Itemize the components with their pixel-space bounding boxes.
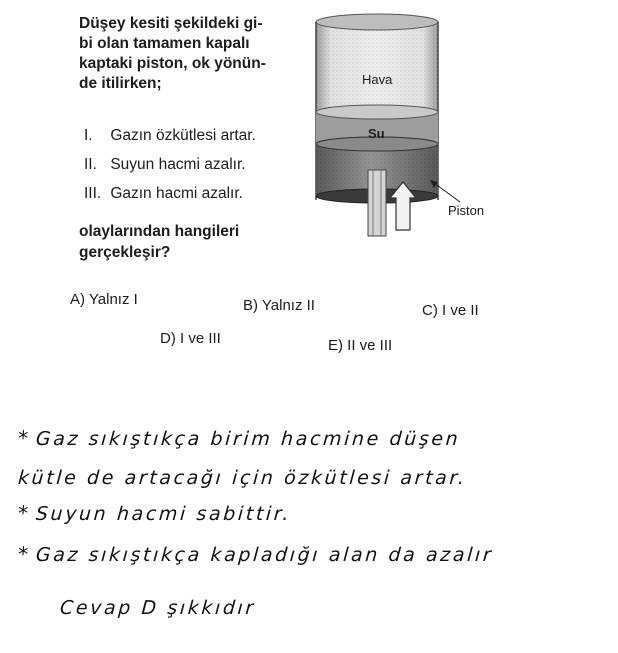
stem-line-1: Düşey kesiti şekildeki gi-	[79, 15, 263, 32]
container-lid	[316, 14, 438, 30]
statement-number: II.	[84, 156, 97, 173]
stem-line-3: kaptaki piston, ok yönün-	[79, 55, 266, 72]
statement-list	[84, 121, 256, 208]
statement-text: Gazın hacmi azalır.	[110, 185, 243, 202]
prompt-line-1: olaylarından hangileri	[79, 223, 240, 240]
star-bullet-icon: *	[17, 501, 29, 525]
container-figure	[312, 10, 512, 242]
piston-rod	[368, 170, 386, 236]
statement-number: III.	[84, 185, 102, 202]
statement-text: Suyun hacmi azalır.	[110, 156, 246, 173]
handwritten-answer	[59, 597, 256, 619]
statement-text: Gazın özkütlesi artar.	[110, 127, 256, 144]
handwritten-line-1	[17, 426, 461, 450]
handwritten-line-4	[17, 542, 494, 566]
question-stem	[79, 14, 311, 94]
handwritten-text: Suyun hacmi sabittir.	[35, 503, 292, 525]
option-d[interactable]: D) I ve III	[160, 330, 221, 347]
handwritten-text: Gaz sıkıştıkça kapladığı alan da azalır	[35, 544, 495, 566]
star-bullet-icon: *	[17, 426, 29, 450]
statement-1	[84, 121, 256, 150]
piston-label: Piston	[448, 203, 485, 218]
stem-line-4: de itilirken;	[79, 75, 162, 92]
option-e[interactable]: E) II ve III	[328, 337, 393, 354]
handwritten-text: Gaz sıkıştıkça birim hacmine düşen	[35, 428, 462, 450]
question-prompt	[79, 221, 239, 263]
water-label: Su	[368, 126, 385, 141]
prompt-line-2: gerçekleşir?	[79, 244, 171, 261]
statement-number: I.	[84, 127, 93, 144]
handwritten-text: kütle de artacağı için özkütlesi artar.	[17, 467, 468, 489]
option-b[interactable]: B) Yalnız II	[243, 297, 315, 314]
handwritten-line-3	[17, 501, 292, 525]
statement-3	[84, 179, 256, 208]
air-label: Hava	[362, 72, 393, 87]
stem-line-2: bi olan tamamen kapalı	[79, 35, 250, 52]
handwritten-line-2	[17, 467, 467, 489]
handwritten-text: Cevap D şıkkıdır	[59, 597, 257, 619]
option-a[interactable]: A) Yalnız I	[70, 291, 138, 308]
statement-2	[84, 150, 256, 179]
option-c[interactable]: C) I ve II	[422, 302, 479, 319]
star-bullet-icon: *	[17, 542, 29, 566]
